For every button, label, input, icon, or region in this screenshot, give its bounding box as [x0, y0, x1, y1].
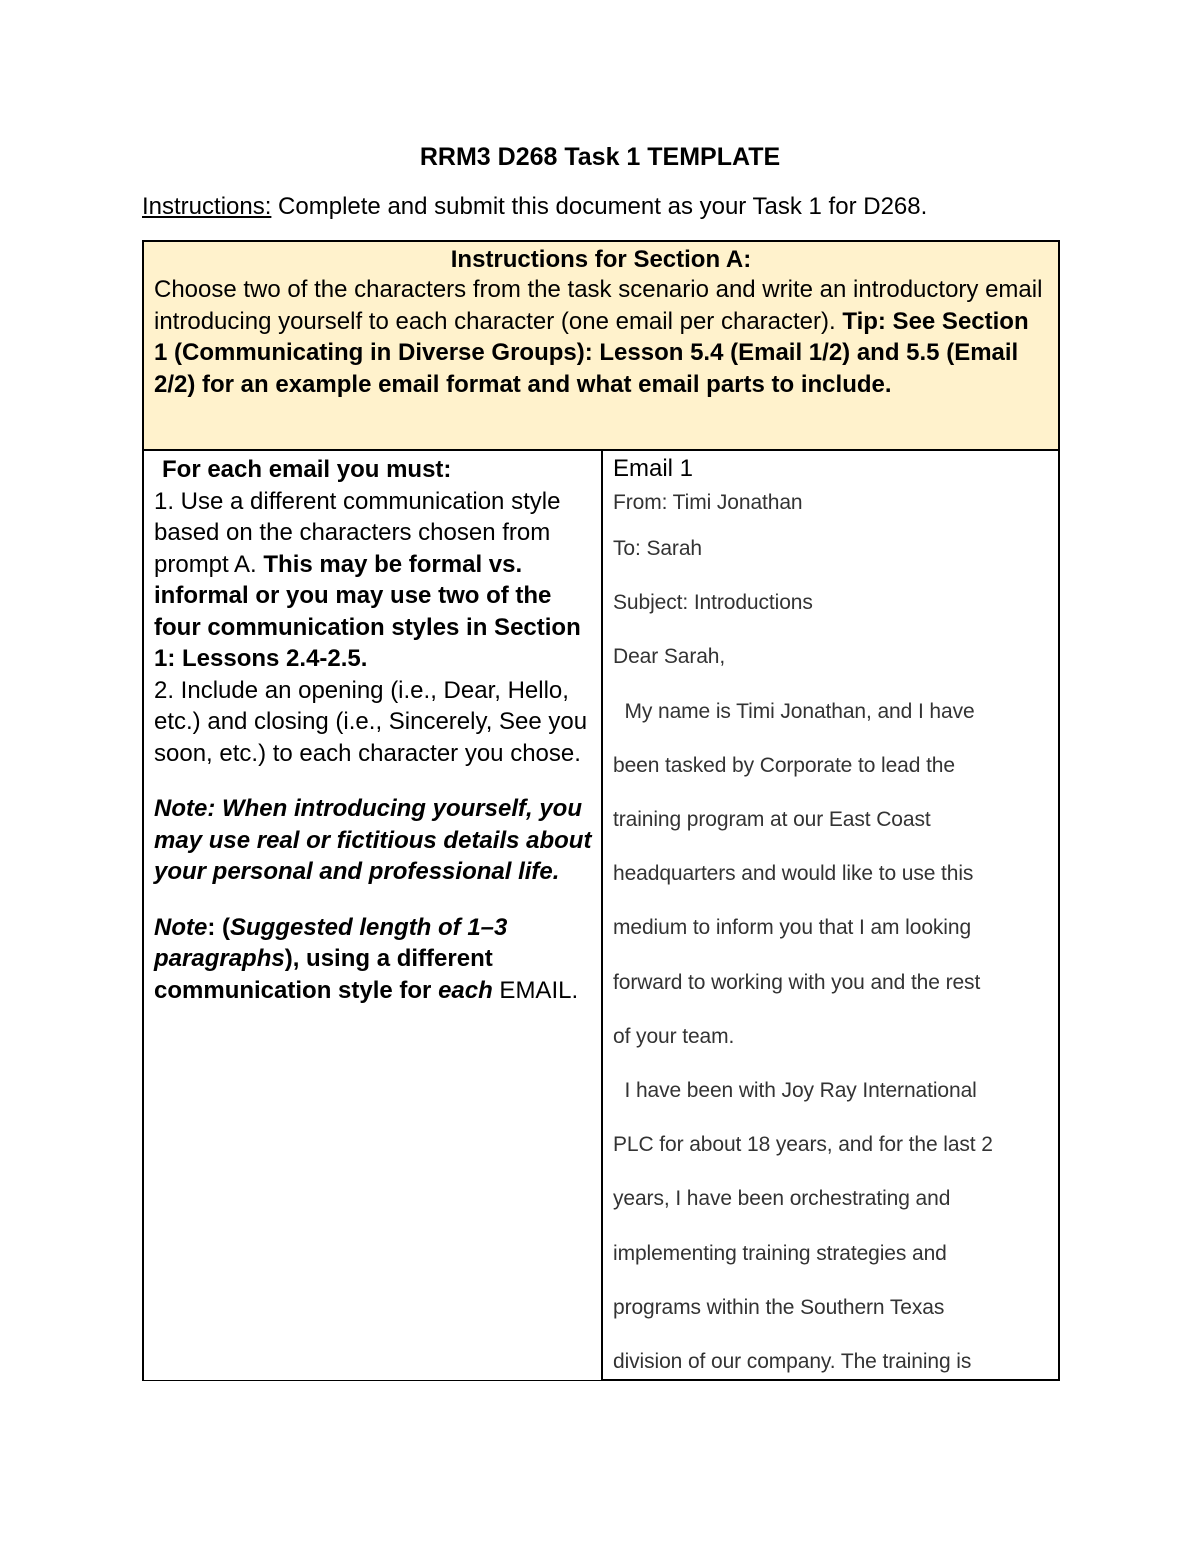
note-each: each: [438, 976, 493, 1004]
instructions-label: Instructions:: [142, 193, 272, 220]
email-line: To: Sarah: [613, 537, 702, 560]
email-line: Dear Sarah,: [613, 645, 726, 669]
email-line: programs within the Southern Texas: [613, 1295, 945, 1319]
email-requirements-cell: [142, 451, 601, 1381]
email-line: of your team.: [613, 1024, 735, 1048]
note-personal-details: Note: When introducing yourself, you may use real or fictitious details about your personal and professional life.: [154, 795, 592, 885]
instructions-text: Complete and submit this document as your Task 1 for D268.: [271, 193, 928, 220]
requirements-heading: For each email you must:: [162, 456, 452, 483]
section-a-instructions: [142, 240, 1060, 451]
email-line: years, I have been orchestrating and: [613, 1187, 951, 1211]
email-line: headquarters and would like to use this: [613, 862, 974, 886]
section-a-tip: Tip: See Section 1 (Communicating in Diverse Groups): Lesson 5.4 (Email 1/2) and 5.5 (Email 2/2) for an example email format and what email parts to include.: [154, 307, 1029, 398]
requirement-item-1-bold: This may be formal vs. informal or you may use two of the four communication styles in Section 1: Lessons 2.4-2.5.: [154, 550, 581, 672]
document-title: RRM3 D268 Task 1 TEMPLATE: [419, 143, 781, 171]
section-a-body-plain: Choose two of the characters from the task scenario and write an introductory email introducing yourself to each character (one email per character).: [154, 276, 1043, 335]
note-end: EMAIL.: [492, 976, 579, 1004]
email-line: Subject: Introductions: [613, 591, 813, 615]
email-line: PLC for about 18 years, and for the last 2: [613, 1133, 993, 1157]
email-line: My name is Timi Jonathan, and I have: [613, 699, 975, 723]
email-line: From: Timi Jonathan: [613, 491, 803, 514]
email-line: training program at our East Coast: [613, 808, 931, 832]
email-1-cell: [601, 451, 1060, 1381]
note-suggested-length: [154, 912, 593, 1007]
email-line: medium to inform you that I am looking: [613, 916, 972, 940]
section-a-heading: Instructions for Section A:: [450, 246, 752, 273]
requirement-item-2: 2. Include an opening (i.e., Dear, Hello, etc.) and closing (i.e., Sincerely, See you soon, etc.) to each character you chose.: [154, 676, 588, 767]
note-label: Note: [154, 913, 208, 941]
email-1-title: Email 1: [613, 455, 694, 482]
template-table: [142, 240, 1060, 1381]
email-line: been tasked by Corporate to lead the: [613, 753, 955, 777]
instructions-line: [142, 193, 927, 221]
note-mid: ), using a different communication style for: [154, 945, 493, 1004]
section-a-body: [144, 274, 1058, 400]
note-colon: : (: [207, 913, 230, 941]
email-line: forward to working with you and the rest: [613, 970, 981, 994]
note-length-italic: Suggested length of 1–3 paragraphs: [154, 913, 508, 972]
email-line: implementing training strategies and: [613, 1241, 947, 1265]
email-line: division of our company. The training is: [613, 1350, 972, 1374]
requirement-item-1-text: 1. Use a different communication style based on the characters chosen from prompt A.: [154, 487, 561, 578]
requirement-item-1: [154, 486, 593, 675]
email-line: I have been with Joy Ray International: [613, 1079, 977, 1103]
